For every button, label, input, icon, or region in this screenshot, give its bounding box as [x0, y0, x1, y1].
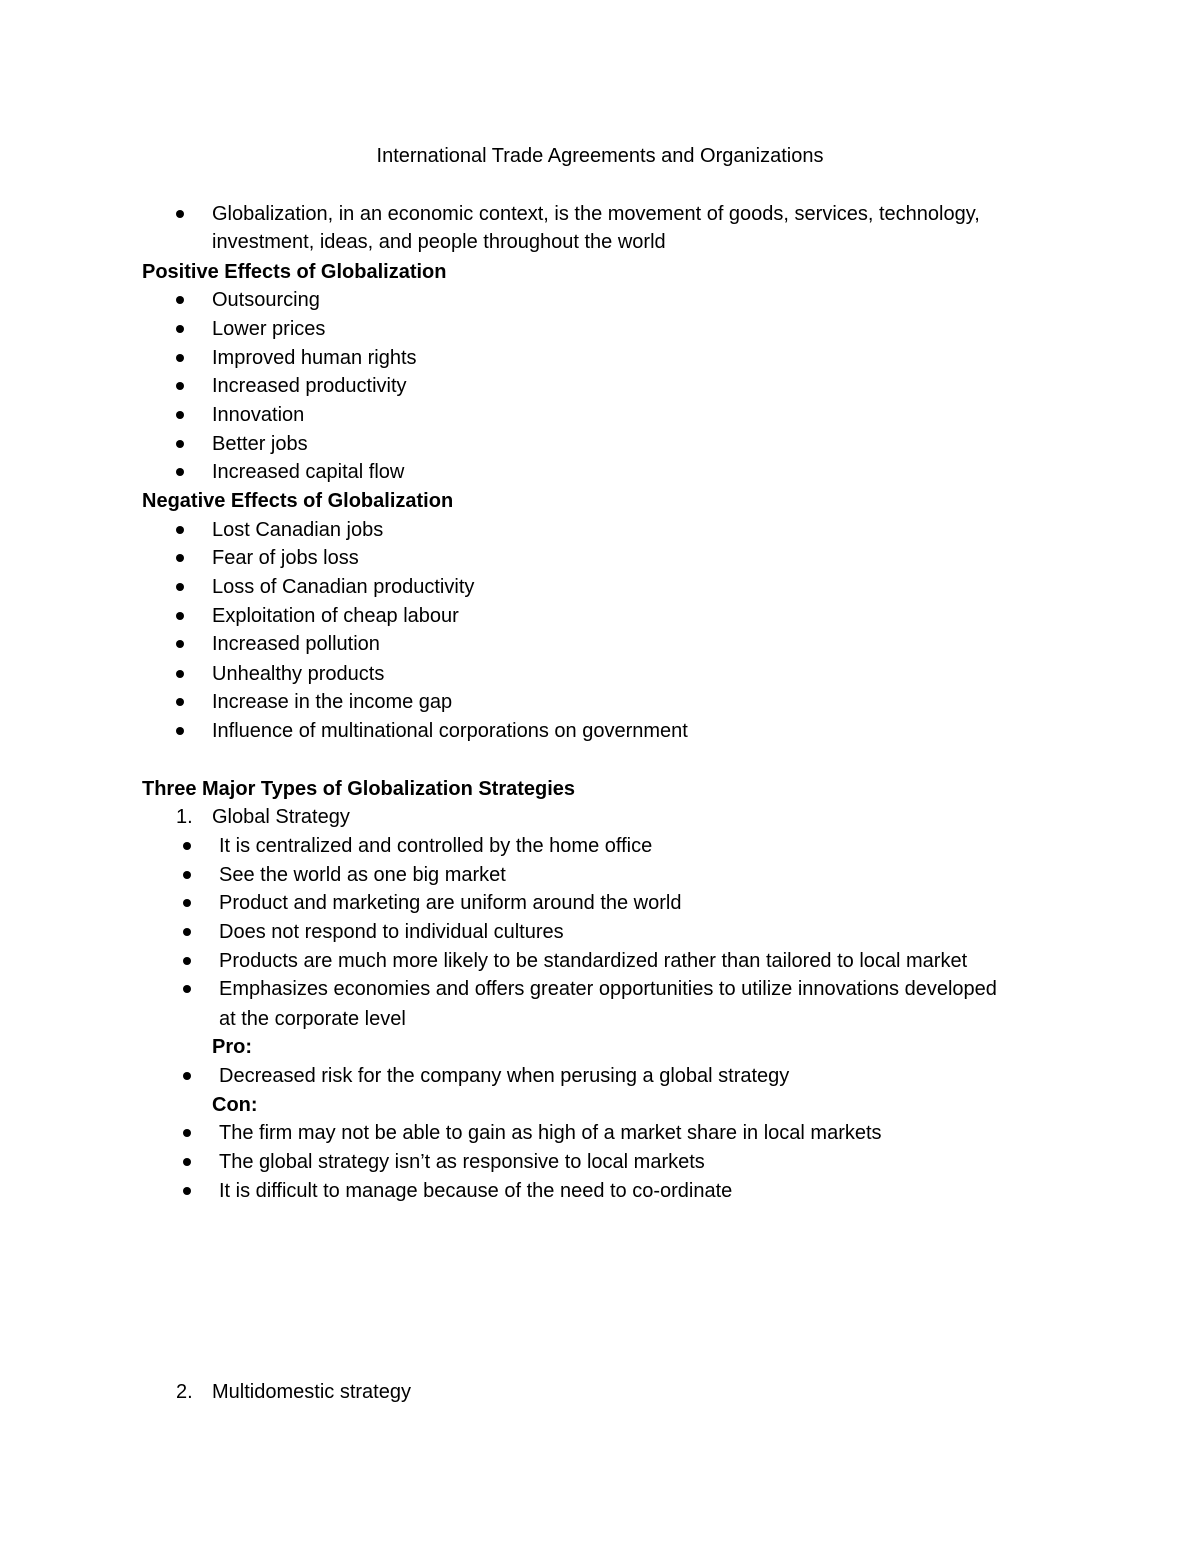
bullet-icon	[176, 583, 184, 591]
list-item: It is centralized and controlled by the home office	[219, 835, 653, 857]
list-item: Loss of Canadian productivity	[212, 576, 475, 598]
list-item: Does not respond to individual cultures	[219, 921, 564, 943]
bullet-icon	[176, 612, 184, 620]
bullet-icon	[183, 928, 191, 936]
bullet-icon	[183, 1158, 191, 1166]
bullet-icon	[183, 842, 191, 850]
bullet-icon	[176, 411, 184, 419]
list-item: Lost Canadian jobs	[212, 519, 384, 541]
list-number: 1.	[176, 806, 193, 828]
list-item: The global strategy isn’t as responsive to local markets	[219, 1151, 705, 1173]
list-item: The firm may not be able to gain as high of a market share in local markets	[219, 1122, 882, 1144]
list-item: Lower prices	[212, 318, 326, 340]
bullet-icon	[176, 640, 184, 648]
strategies-heading: Three Major Types of Globalization Strategies	[142, 778, 576, 800]
list-item: Product and marketing are uniform around the world	[219, 892, 682, 914]
bullet-icon	[176, 698, 184, 706]
bullet-icon	[183, 1187, 191, 1195]
bullet-icon	[176, 670, 184, 678]
intro-text-line1: Globalization, in an economic context, is the movement of goods, services, technology,	[212, 203, 980, 225]
bullet-icon	[183, 871, 191, 879]
list-item: Increased productivity	[212, 375, 407, 397]
list-item: Products are much more likely to be standardized rather than tailored to local market	[219, 950, 968, 972]
bullet-icon	[176, 210, 184, 218]
list-item: Decreased risk for the company when perusing a global strategy	[219, 1065, 790, 1087]
bullet-icon	[183, 899, 191, 907]
list-item: Increased pollution	[212, 633, 380, 655]
pro-label: Pro:	[212, 1036, 252, 1058]
bullet-icon	[176, 296, 184, 304]
bullet-icon	[176, 526, 184, 534]
list-item: Increased capital flow	[212, 461, 405, 483]
negative-effects-heading: Negative Effects of Globalization	[142, 490, 454, 512]
intro-text-line2: investment, ideas, and people throughout the world	[212, 231, 666, 253]
list-item: Increase in the income gap	[212, 691, 453, 713]
strategy-name: Multidomestic strategy	[212, 1381, 411, 1403]
bullet-icon	[176, 354, 184, 362]
bullet-icon	[176, 325, 184, 333]
bullet-icon	[176, 554, 184, 562]
bullet-icon	[176, 382, 184, 390]
list-item: Outsourcing	[212, 289, 320, 311]
con-label: Con:	[212, 1094, 258, 1116]
list-item: Better jobs	[212, 433, 308, 455]
page-title: International Trade Agreements and Organizations	[376, 145, 824, 167]
list-item: Exploitation of cheap labour	[212, 605, 459, 627]
list-item: Influence of multinational corporations on government	[212, 720, 688, 742]
bullet-icon	[176, 468, 184, 476]
bullet-icon	[176, 727, 184, 735]
list-number: 2.	[176, 1381, 193, 1403]
list-item: Unhealthy products	[212, 663, 385, 685]
bullet-icon	[183, 1072, 191, 1080]
bullet-icon	[183, 1129, 191, 1137]
bullet-icon	[176, 440, 184, 448]
list-item-continuation: at the corporate level	[219, 1008, 406, 1030]
list-item: It is difficult to manage because of the need to co-ordinate	[219, 1180, 733, 1202]
bullet-icon	[183, 985, 191, 993]
list-item: Emphasizes economies and offers greater opportunities to utilize innovations developed	[219, 978, 997, 1000]
list-item: Innovation	[212, 404, 305, 426]
bullet-icon	[183, 957, 191, 965]
positive-effects-heading: Positive Effects of Globalization	[142, 261, 447, 283]
list-item: Fear of jobs loss	[212, 547, 359, 569]
strategy-name: Global Strategy	[212, 806, 350, 828]
list-item: Improved human rights	[212, 347, 417, 369]
list-item: See the world as one big market	[219, 864, 506, 886]
